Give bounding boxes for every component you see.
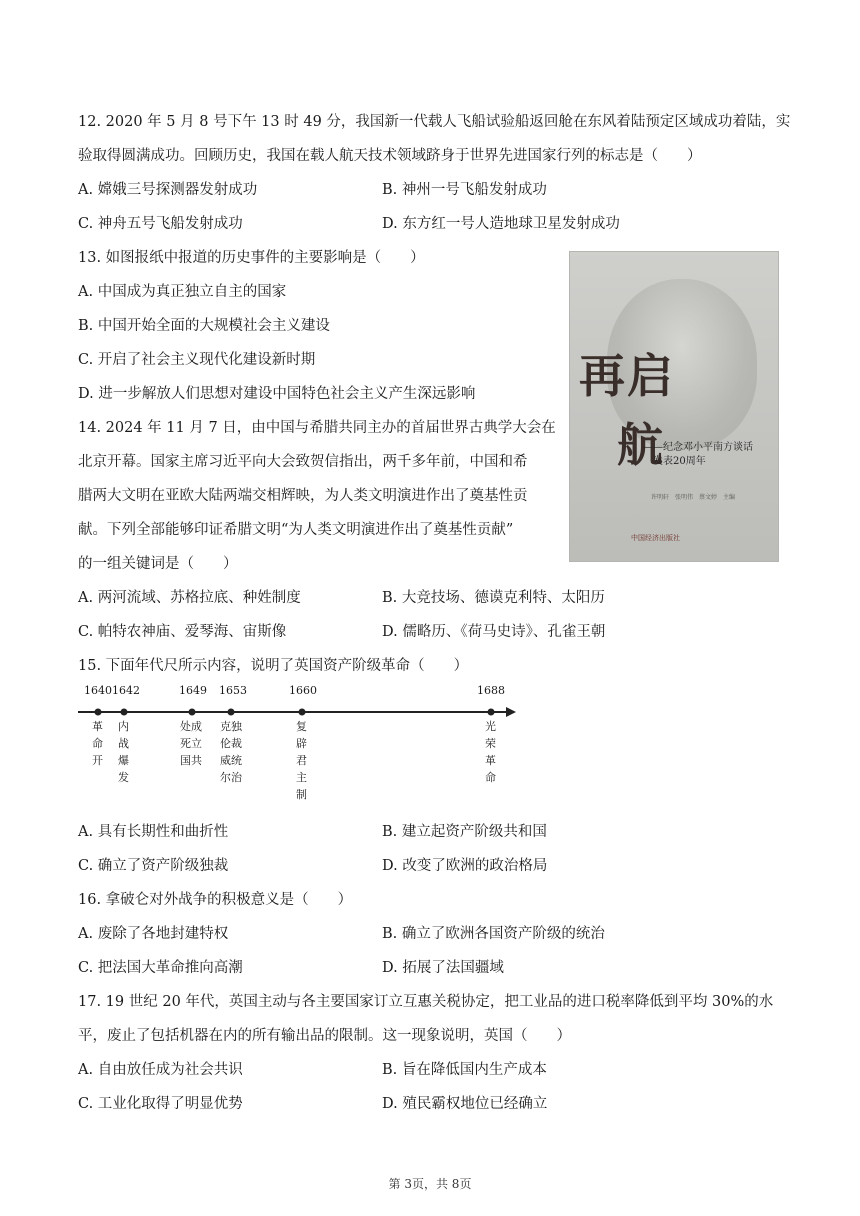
timeline-label: 光荣革命 (485, 720, 496, 784)
q12-option-d: D. 东方红一号人造地球卫星发射成功 (382, 216, 620, 232)
q15-option-b: B. 建立起资产阶级共和国 (382, 824, 547, 840)
timeline-figure (78, 684, 518, 809)
timeline-label: 复辟君主制 (296, 720, 307, 801)
cover-calligraphy-2: 航 (617, 418, 663, 472)
q17-option-a: A. 自由放任成为社会共识 (78, 1062, 243, 1078)
cover-publisher: 中国经济出版社 (631, 534, 680, 542)
q16-option-d: D. 拓展了法国疆域 (382, 960, 504, 976)
q13-stem: 13. 如图报纸中报道的历史事件的主要影响是（ ） (78, 250, 425, 266)
q15-stem: 15. 下面年代尺所示内容，说明了英国资产阶级革命（ ） (78, 658, 469, 674)
timeline-label: 处成死立国共 (180, 720, 202, 767)
cover-calligraphy-1: 再启 (579, 349, 675, 403)
q12-stem-line1: 12. 2020 年 5 月 8 号下午 13 时 49 分，我国新一代载人飞船试验船返回舱在东风着陆预定区域成功着陆，实 (78, 114, 791, 130)
timeline-year: 1688 (477, 684, 505, 697)
timeline-year: 1640 (84, 684, 112, 697)
q16-option-a: A. 废除了各地封建特权 (78, 926, 229, 942)
q16-option-c: C. 把法国大革命推向高潮 (78, 960, 243, 976)
page-number-footer: 第 3页，共 8页 (388, 1177, 472, 1191)
timeline-label: 革命开 (92, 720, 103, 767)
q14-option-c: C. 帕特农神庙、爱琴海、宙斯像 (78, 624, 287, 640)
cover-subtitle-2: 发表20周年 (653, 456, 706, 467)
q17-stem-line1: 17. 19 世纪 20 年代，英国主动与各主要国家订立互惠关税协定，把工业品的进口税率降低到平均 30%的水 (78, 994, 774, 1010)
timeline-year: 1649 (179, 684, 207, 697)
q14-stem-line5: 的一组关键词是（ ） (78, 556, 238, 572)
cover-authors: 许明轩 张明伟 蔡文婷 主编 (651, 494, 736, 501)
q13-option-c: C. 开启了社会主义现代化建设新时期 (78, 352, 316, 368)
q15-option-d: D. 改变了欧洲的政治格局 (382, 858, 548, 874)
q17-option-c: C. 工业化取得了明显优势 (78, 1096, 243, 1112)
q17-option-b: B. 旨在降低国内生产成本 (382, 1062, 547, 1078)
q16-stem: 16. 拿破仑对外战争的积极意义是（ ） (78, 892, 353, 908)
q14-stem-line2: 北京开幕。国家主席习近平向大会致贺信指出，两千多年前，中国和希 (78, 454, 528, 470)
q14-option-b: B. 大竞技场、德谟克利特、太阳历 (382, 590, 605, 606)
q12-option-a: A. 嫦娥三号探测器发射成功 (78, 182, 258, 198)
q15-option-c: C. 确立了资产阶级独裁 (78, 858, 229, 874)
q14-stem-line3: 腊两大文明在亚欧大陆两端交相辉映，为人类文明演进作出了奠基性贡 (78, 488, 528, 504)
timeline-year: 1660 (289, 684, 317, 697)
q12-option-c: C. 神舟五号飞船发射成功 (78, 216, 243, 232)
timeline-year: 1642 (112, 684, 140, 697)
book-cover-image (569, 251, 779, 562)
q14-stem-line1: 14. 2024 年 11 月 7 日，由中国与希腊共同主办的首届世界古典学大会在 (78, 420, 556, 436)
q13-option-d: D. 进一步解放人们思想对建设中国特色社会主义产生深远影响 (78, 386, 476, 402)
q13-option-a: A. 中国成为真正独立自主的国家 (78, 284, 287, 300)
timeline-label: 内战爆发 (118, 720, 129, 784)
q17-stem-line2: 平，废止了包括机器在内的所有输出品的限制。这一现象说明，英国（ ） (78, 1028, 571, 1044)
q12-stem-line2: 验取得圆满成功。回顾历史，我国在载人航天技术领域跻身于世界先进国家行列的标志是（ ） (78, 148, 702, 164)
timeline-year: 1653 (219, 684, 247, 697)
q14-option-a: A. 两河流域、苏格拉底、种姓制度 (78, 590, 301, 606)
timeline-label: 克独伦裁威统尔治 (220, 720, 242, 784)
q14-option-d: D. 儒略历、《荷马史诗》、孔雀王朝 (382, 624, 606, 640)
q16-option-b: B. 确立了欧洲各国资产阶级的统治 (382, 926, 605, 942)
q17-option-d: D. 殖民霸权地位已经确立 (382, 1096, 548, 1112)
q14-stem-line4: 献。下列全部能够印证希腊文明“为人类文明演进作出了奠基性贡献” (78, 522, 514, 538)
q15-option-a: A. 具有长期性和曲折性 (78, 824, 229, 840)
cover-subtitle-1: ——纪念邓小平南方谈话 (643, 442, 753, 453)
q13-option-b: B. 中国开始全面的大规模社会主义建设 (78, 318, 330, 334)
q12-option-b: B. 神州一号飞船发射成功 (382, 182, 547, 198)
